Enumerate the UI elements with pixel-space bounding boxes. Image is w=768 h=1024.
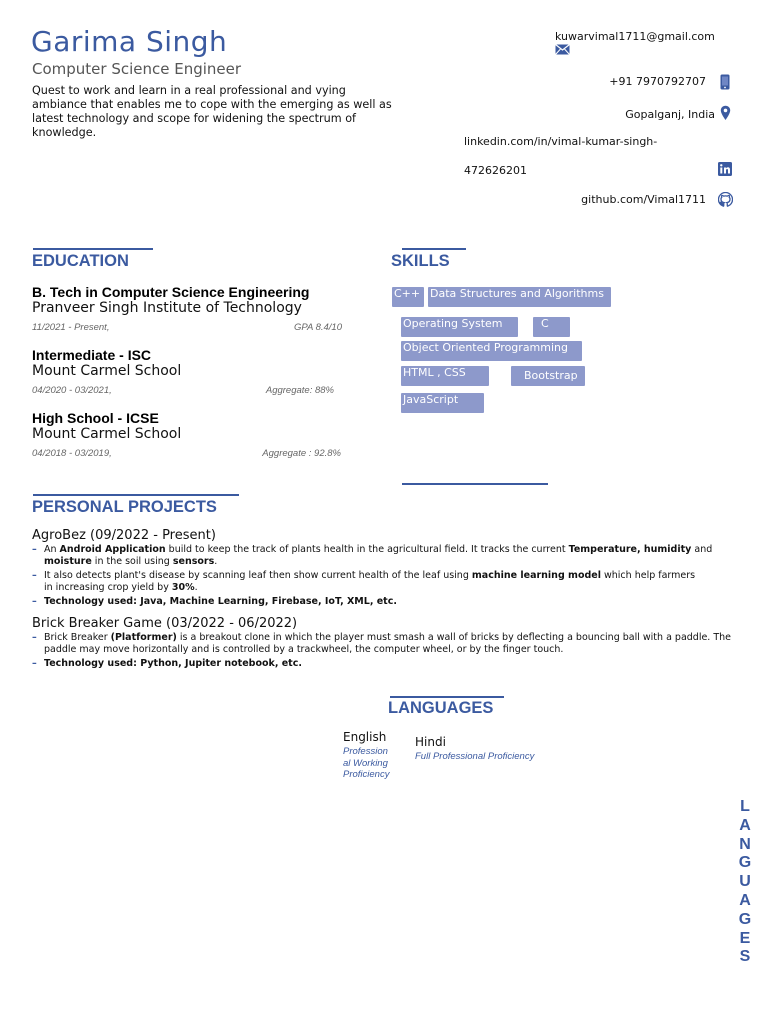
education-degree: Intermediate - ISC [32,347,152,363]
project-title: AgroBez (09/2022 - Present) [32,528,216,543]
skills-heading-rule [402,248,466,250]
map-pin-icon [720,105,731,121]
education-institution: Pranveer Singh Institute of Technology [32,300,302,316]
text: in the soil using [91,556,173,567]
education-degree: High School - ICSE [32,410,159,426]
bold-text: Technology used: Java, Machine Learning, Firebase, IoT, XML, etc. [44,596,397,607]
bullet-dash: – [32,544,37,555]
bold-text: Android Application [59,544,166,555]
candidate-title: Computer Science Engineer [32,60,242,78]
text: and [691,544,713,555]
bullet-dash: – [32,596,37,607]
education-dates: 11/2021 - Present, [32,322,110,333]
linkedin-icon[interactable] [718,162,732,176]
project-title: Brick Breaker Game (03/2022 - 06/2022) [32,616,298,631]
education-dates: 04/2020 - 03/2021, [32,385,112,396]
skill-tag: JavaScript [401,393,484,413]
bullet-dash: – [32,632,37,643]
candidate-name: Garima Singh [31,25,228,58]
project-bullet [32,596,704,608]
text: . [194,582,198,593]
text: build to keep the track of plants health in the agricultural field. It tracks the current [165,544,569,555]
bold-text: machine learning model [471,570,601,581]
education-dates: 04/2018 - 03/2019, [32,448,112,459]
location-text: Gopalganj, India [625,108,715,121]
text: Brick Breaker [44,632,111,643]
projects-heading-rule [33,494,239,496]
skill-tag: Object Oriented Programming [401,341,582,361]
languages-heading-rule [390,696,504,698]
projects-heading: PERSONAL PROJECTS [32,498,217,516]
bullet-dash: – [32,570,37,581]
project-bullet [32,544,744,568]
skill-tag: Data Structures and Algorithms [428,287,611,307]
envelope-icon [555,44,570,55]
phone-icon [720,74,730,90]
text: which help farmers in increasing crop yield by [44,570,696,593]
bold-text: Technology used: Python, Jupiter notebook, etc. [44,658,302,669]
bullet-dash: – [32,658,37,669]
languages-vertical-label: LANGUAGES [738,798,752,966]
text: An [44,544,60,555]
github-text[interactable]: github.com/Vimal1711 [581,193,706,206]
phone-text: +91 7970792707 [609,75,706,88]
text: . [214,556,218,567]
summary-text: Quest to work and learn in a real professional and vying ambiance that enables me to cope with the emerging as well as latest technology and scope for widening the spectrum of knowledge. [32,84,392,139]
language-name: English [343,730,387,744]
education-institution: Mount Carmel School [32,426,182,442]
languages-heading: LANGUAGES [388,699,494,717]
project-bullet [32,570,704,594]
education-institution: Mount Carmel School [32,363,182,379]
skill-tag: C++ [392,287,424,307]
language-level: Professional Working Proficiency [343,746,390,780]
email-text[interactable]: kuwarvimal1711@gmail.com [555,30,715,43]
skill-tag: Operating System [401,317,518,337]
bold-text: moisture [44,556,92,567]
skill-tag: C [533,317,570,337]
bold-text: Temperature, humidity [568,544,692,555]
bold-text: sensors [172,556,215,567]
skills-heading: SKILLS [391,252,450,270]
language-name: Hindi [415,735,446,749]
language-level: Full Professional Proficiency [415,751,535,762]
text: is a breakout clone in which the player must smash a wall of bricks by deflecting a bouncing ball with a paddle. The paddle may move horizontally and is controlled by a trackwheel, the computer wheel, or by the finger touch. [44,632,732,655]
education-score: Aggregate : 92.8% [262,448,341,459]
project-bullet [32,632,734,656]
bold-text: 30% [171,582,195,593]
skills-bottom-rule [402,483,548,485]
github-icon[interactable] [718,192,733,207]
education-score: Aggregate: 88% [265,385,334,396]
linkedin-text-line1[interactable]: linkedin.com/in/vimal-kumar-singh- [464,135,658,148]
education-heading: EDUCATION [32,252,129,270]
education-heading-rule [33,248,153,250]
skill-tag: HTML , CSS [401,366,489,386]
linkedin-text-line2[interactable]: 472626201 [464,164,527,177]
text: It also detects plant's disease by scanning leaf then show current health of the leaf using [44,570,472,581]
skill-tag: Bootstrap [511,366,585,386]
project-bullet [32,658,704,670]
bold-text: (Platformer) [110,632,177,643]
education-degree: B. Tech in Computer Science Engineering [32,284,310,300]
education-score: GPA 8.4/10 [293,322,342,333]
